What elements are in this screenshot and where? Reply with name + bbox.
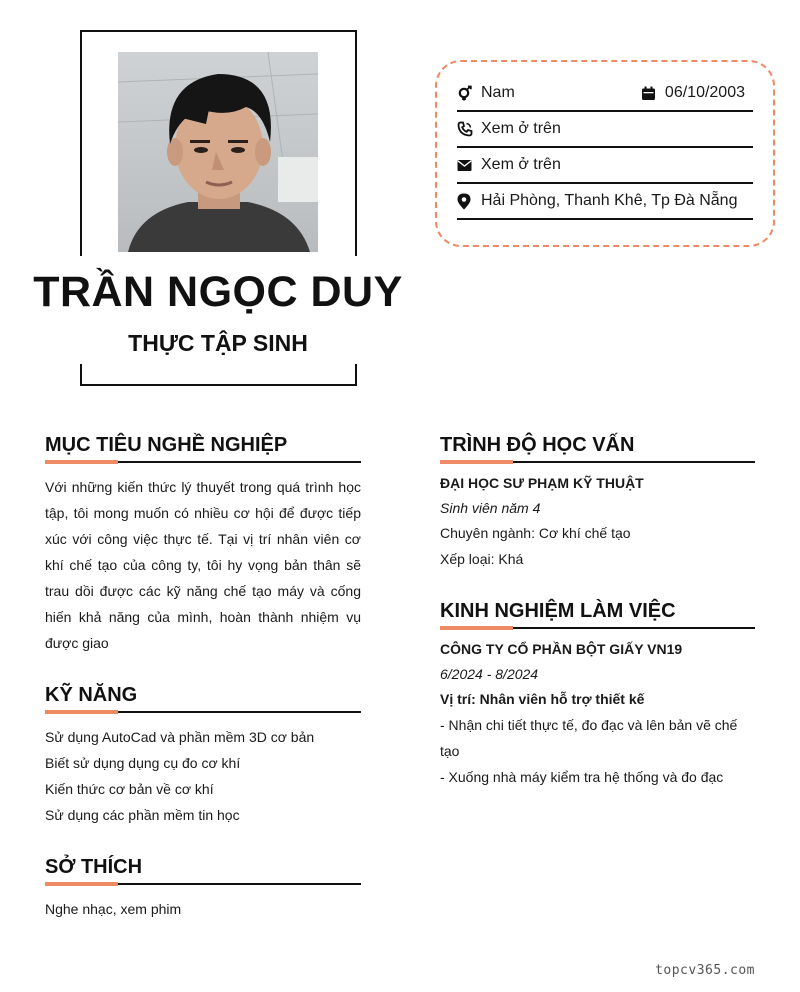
contact-row-phone bbox=[457, 112, 753, 148]
map-pin-icon bbox=[457, 193, 481, 209]
education-status: Sinh viên năm 4 bbox=[440, 500, 541, 516]
phone-value[interactable]: Xem ở trên bbox=[481, 120, 561, 137]
experience-duty: - Nhận chi tiết thực tế, đo đạc và lên bản vẽ chế tạo bbox=[440, 717, 738, 759]
experience-duty: - Xuống nhà máy kiểm tra hệ thống và đo đạc bbox=[440, 769, 724, 785]
candidate-name: TRẦN NGỌC DUY bbox=[33, 268, 403, 316]
education-rule bbox=[440, 460, 755, 464]
section-experience bbox=[440, 596, 755, 790]
experience-heading: KINH NGHIỆM LÀM VIỆC bbox=[440, 600, 676, 622]
hobbies-text: Nghe nhạc, xem phim bbox=[45, 901, 182, 917]
experience-position: Vị trí: Nhân viên hỗ trợ thiết kế bbox=[440, 691, 645, 707]
skills-rule bbox=[45, 710, 361, 714]
objective-text: Với những kiến thức lý thuyết trong quá trình học tập, tôi mong muốn có nhiều cơ hội để được tiếp xúc với công việc thực tế. Tại vị trí nhân viên cơ khí chế tạo của công ty, tôi hy vọng bản thân sẽ trau dồi được các kỹ năng chế tạo máy và cống hiến khả năng của mình, hoàn thành nhiệm vụ được giao bbox=[45, 479, 361, 651]
section-skills bbox=[45, 680, 361, 828]
section-objective bbox=[45, 430, 361, 656]
experience-period: 6/2024 - 8/2024 bbox=[440, 666, 539, 682]
hobbies-heading: SỞ THÍCH bbox=[45, 856, 143, 878]
experience-rule bbox=[440, 626, 755, 630]
email-value[interactable]: Xem ở trên bbox=[481, 156, 561, 173]
objective-heading: MỤC TIÊU NGHỀ NGHIỆP bbox=[45, 434, 288, 456]
phone-icon bbox=[457, 121, 481, 137]
contact-row-email bbox=[457, 148, 753, 184]
profile-photo bbox=[118, 52, 318, 252]
contact-row-address bbox=[457, 184, 753, 220]
contact-box bbox=[435, 60, 775, 247]
calendar-icon bbox=[641, 85, 663, 101]
gender-icon bbox=[457, 85, 481, 101]
education-grade: Xếp loại: Khá bbox=[440, 551, 524, 567]
footer-brand[interactable]: topcv365.com bbox=[655, 963, 755, 978]
gender-value: Nam bbox=[481, 84, 515, 101]
section-hobbies bbox=[45, 852, 361, 922]
hobbies-rule bbox=[45, 882, 361, 886]
photo-frame-bottom bbox=[80, 364, 357, 386]
objective-rule bbox=[45, 460, 361, 464]
experience-company: CÔNG TY CỔ PHẦN BỘT GIẤY VN19 bbox=[440, 641, 683, 657]
skill-item: Kiến thức cơ bản về cơ khí bbox=[45, 781, 214, 797]
address-value: Hải Phòng, Thanh Khê, Tp Đà Nẵng bbox=[481, 192, 738, 209]
candidate-title: THỰC TẬP SINH bbox=[128, 330, 308, 356]
education-school: ĐẠI HỌC SƯ PHẠM KỸ THUẬT bbox=[440, 475, 644, 491]
contact-row-gender-birth bbox=[457, 76, 753, 112]
skill-item: Sử dụng AutoCad và phần mềm 3D cơ bản bbox=[45, 729, 315, 745]
envelope-icon bbox=[457, 157, 481, 173]
education-heading: TRÌNH ĐỘ HỌC VẤN bbox=[440, 434, 635, 456]
skill-item: Sử dụng các phần mềm tin học bbox=[45, 807, 240, 823]
skills-heading: KỸ NĂNG bbox=[45, 684, 138, 706]
education-major: Chuyên ngành: Cơ khí chế tạo bbox=[440, 525, 631, 541]
skill-item: Biết sử dụng dụng cụ đo cơ khí bbox=[45, 755, 241, 771]
birthdate-value: 06/10/2003 bbox=[664, 84, 745, 101]
section-education bbox=[440, 430, 755, 572]
